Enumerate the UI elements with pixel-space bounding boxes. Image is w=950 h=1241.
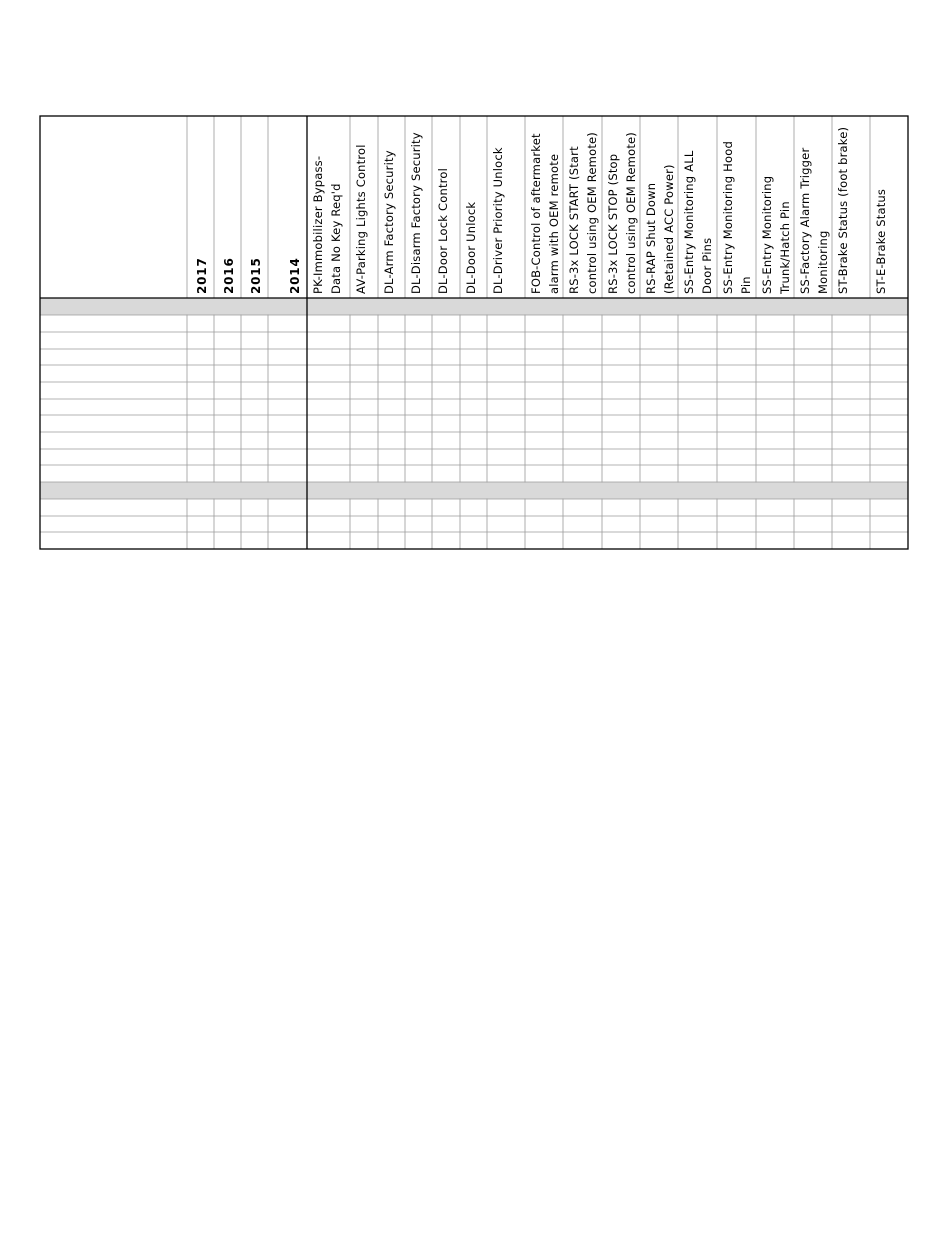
feature-header-6-line-1: DL-Door Unlock (464, 201, 478, 294)
feature-header-11-line-2: (Retained ACC Power) (662, 164, 676, 294)
feature-header-5-line-1: DL-Door Lock Control (436, 168, 450, 294)
feature-header-12-line-1: SS-Entry Monitoring ALL (682, 150, 696, 294)
feature-header-8-line-1: FOB-Control of aftermarket (529, 133, 543, 294)
year-header-2015: 2015 (249, 257, 263, 294)
feature-header-4-line-1: DL-Disarm Factory Security (409, 132, 423, 294)
feature-header-12-line-2: Door Pins (700, 237, 714, 294)
section-cell-left (41, 483, 307, 499)
feature-header-16-line-1: ST-Brake Status (foot brake) (836, 126, 850, 294)
feature-header-2-line-1: AV-Parking Lights Control (354, 144, 368, 294)
feature-header-10-line-1: RS-3x LOCK STOP (Stop (606, 153, 620, 294)
year-header-2014: 2014 (288, 257, 302, 294)
feature-header-14-line-2: Trunk/Hatch Pin (778, 201, 792, 294)
feature-header-15-line-1: SS-Factory Alarm Trigger (798, 147, 812, 294)
feature-header-3-line-1: DL-Arm Factory Security (382, 150, 396, 294)
feature-header-13-line-1: SS-Entry Monitoring Hood (721, 141, 735, 294)
section-cell-left (41, 299, 307, 315)
section-cell-right (308, 299, 908, 315)
year-header-2017: 2017 (195, 257, 209, 294)
feature-header-9-line-2: control using OEM Remote) (585, 132, 599, 294)
feature-header-9-line-1: RS-3x LOCK START (Start (567, 146, 581, 294)
feature-header-1-line-1: PK-Immobilizer Bypass- (311, 155, 325, 294)
feature-header-7-line-1: DL-Driver Priority Unlock (491, 147, 505, 294)
feature-header-13-line-2: Pin (739, 276, 753, 294)
feature-header-14-line-1: SS-Entry Monitoring (760, 175, 774, 294)
feature-header-17-line-1: ST-E-Brake Status (874, 188, 888, 294)
feature-header-8-line-2: alarm with OEM remote (547, 153, 561, 294)
feature-header-10-line-2: control using OEM Remote) (624, 132, 638, 294)
feature-header-11-line-1: RS-RAP Shut Down (644, 182, 658, 294)
feature-header-15-line-2: Monitoring (816, 230, 830, 294)
feature-header-1-line-2: Data No Key Req'd (329, 183, 343, 294)
section-cell-right (308, 483, 908, 499)
year-header-2016: 2016 (222, 257, 236, 294)
